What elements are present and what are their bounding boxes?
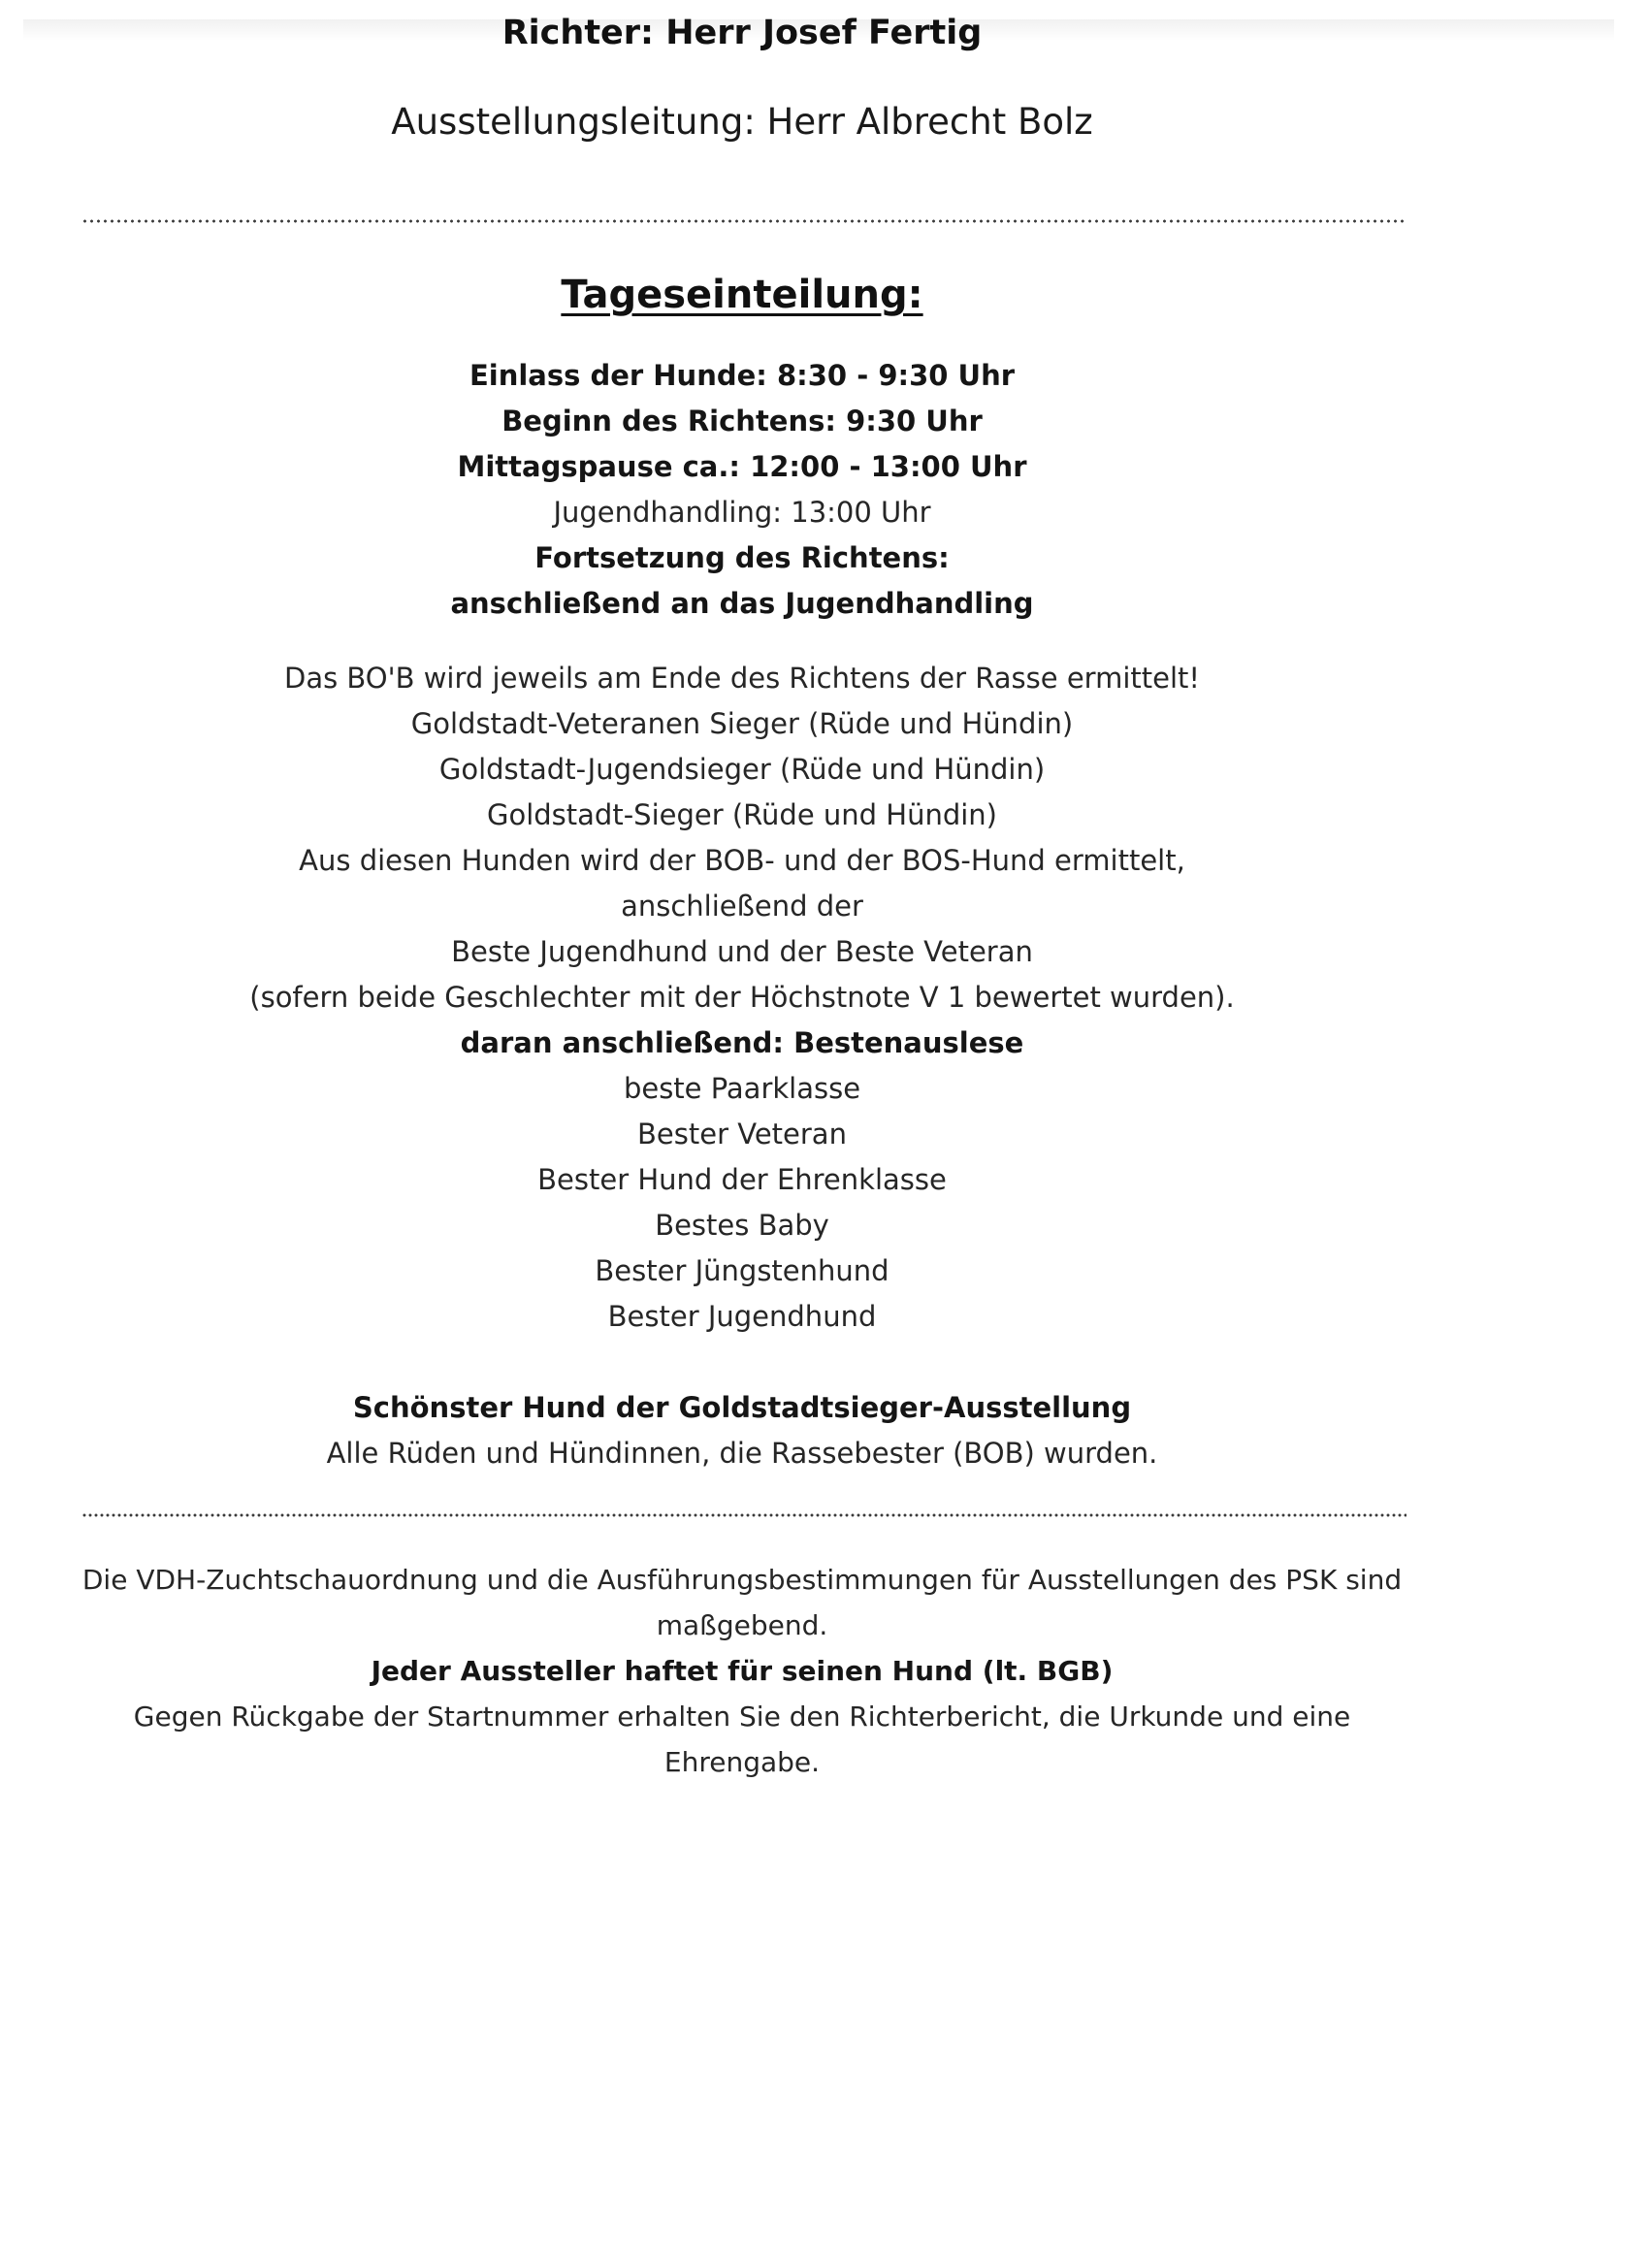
schedule-entry: Beginn des Richtens: 9:30 Uhr	[501, 405, 983, 437]
schedule-list	[78, 353, 1406, 627]
footer-line: Die VDH-Zuchtschauordnung und die Ausführungsbestimmungen für Ausstellungen des PSK sind	[81, 1564, 1403, 1596]
awards-line: Bester Jüngstenhund	[595, 1254, 889, 1287]
footer-line: maßgebend.	[656, 1609, 828, 1641]
schedule-entry: Jugendhandling: 13:00 Uhr	[553, 496, 931, 529]
awards-line: Beste Jugendhund und der Beste Veteran	[451, 935, 1033, 968]
schedule-entry: Einlass der Hunde: 8:30 - 9:30 Uhr	[469, 359, 1016, 392]
awards-line: (sofern beide Geschlechter mit der Höchstnote V 1 bewertet wurden).	[249, 981, 1235, 1014]
schedule-entry: anschließend an das Jugendhandling	[450, 587, 1034, 620]
footer-line: Gegen Rückgabe der Startnummer erhalten Sie den Richterbericht, die Urkunde und eine	[133, 1701, 1351, 1733]
dotted-separator	[81, 219, 1406, 223]
awards-line: Alle Rüden und Hündinnen, die Rassebester (BOB) wurden.	[326, 1437, 1158, 1470]
awards-line: Bestes Baby	[655, 1209, 829, 1242]
footer-line: Jeder Aussteller haftet für seinen Hund (lt. BGB)	[371, 1655, 1114, 1687]
dotted-separator	[81, 1513, 1406, 1517]
footer-line: Ehrengabe.	[663, 1746, 821, 1778]
awards-line: Schönster Hund der Goldstadtsieger-Ausstellung	[352, 1391, 1132, 1424]
awards-line: Das BO'B wird jeweils am Ende des Richtens der Rasse ermittelt!	[283, 662, 1201, 695]
schedule-entry: Mittagspause ca.: 12:00 - 13:00 Uhr	[457, 450, 1027, 483]
awards-line: Goldstadt-Sieger (Rüde und Hündin)	[487, 798, 997, 831]
awards-line: Bester Hund der Ehrenklasse	[537, 1163, 947, 1196]
awards-list	[78, 656, 1406, 1476]
awards-line: Bester Veteran	[637, 1118, 847, 1150]
awards-line: Goldstadt-Jugendsieger (Rüde und Hündin)	[438, 753, 1046, 786]
awards-line: anschließend der	[621, 890, 863, 923]
awards-line: beste Paarklasse	[623, 1072, 861, 1105]
awards-line	[78, 1340, 1406, 1385]
awards-line: Goldstadt-Veteranen Sieger (Rüde und Hündin)	[410, 707, 1074, 740]
awards-line: Bester Jugendhund	[607, 1300, 877, 1333]
show-management-line: Ausstellungsleitung: Herr Albrecht Bolz	[391, 101, 1093, 143]
awards-line: Aus diesen Hunden wird der BOB- und der BOS-Hund ermittelt,	[299, 844, 1185, 877]
footer-notes	[78, 1557, 1406, 1785]
schedule-heading: Tageseinteilung:	[561, 273, 923, 317]
judge-line: Richter: Herr Josef Fertig	[501, 14, 983, 52]
schedule-entry: Fortsetzung des Richtens:	[534, 541, 950, 574]
awards-line: daran anschließend: Bestenauslese	[460, 1026, 1024, 1059]
